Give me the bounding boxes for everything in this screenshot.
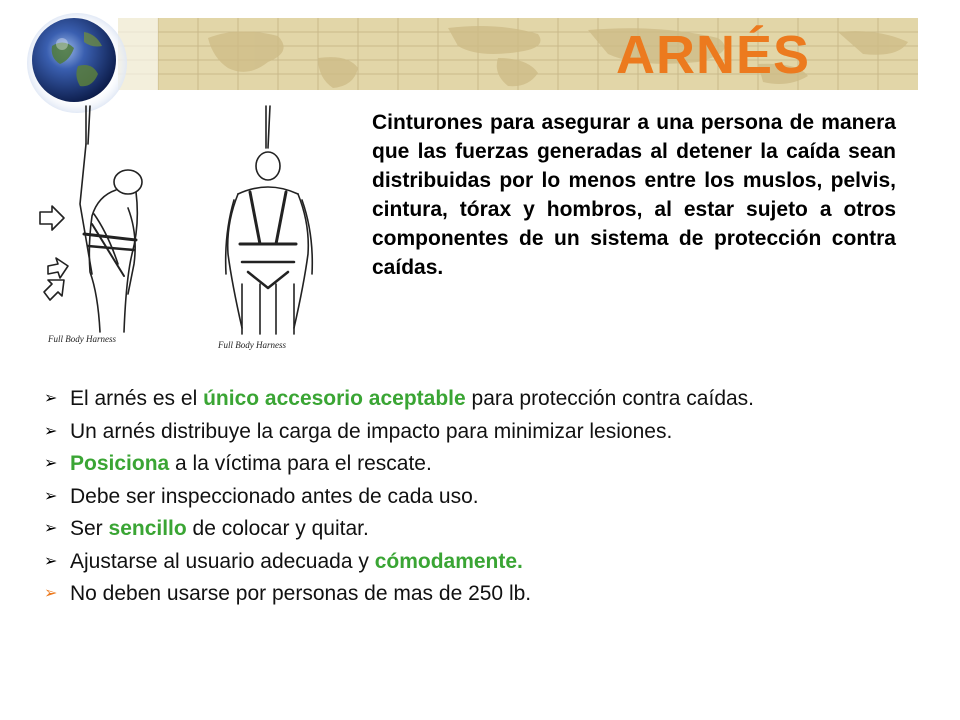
arrowhead-bullet-icon: ➢ [44,487,58,505]
bullet-highlight: único accesorio aceptable [203,387,466,410]
bullet-text: Ser [70,517,109,540]
arrowhead-bullet-icon: ➢ [44,422,58,440]
list-item [44,579,754,612]
arrowhead-bullet-icon: ➢ [44,520,58,537]
bullet-text: El arnés es el [70,387,204,410]
page-title: ARNÉS [615,25,810,85]
list-item [44,547,754,580]
list-item [44,482,754,515]
list-item [44,514,754,547]
bullet-text: de colocar y quitar. [186,517,369,540]
bullet-text: Un arnés distribuye la carga de impacto para minimizar lesiones. [70,419,673,443]
bullet-highlight: sencillo [108,517,187,540]
arrowhead-bullet-icon: ➢ [44,552,58,570]
illustration-caption-right: Full Body Harness [218,340,286,350]
arrowhead-bullet-icon: ➢ [44,585,58,602]
arrowhead-bullet-icon: ➢ [44,455,58,472]
bullet-text: a la víctima para el rescate. [169,452,432,475]
globe-icon [22,8,132,118]
bullet-text: Debe ser inspeccionado antes de cada uso. [70,484,479,508]
harness-illustration [28,104,328,356]
bullet-highlight: Posiciona [70,452,170,475]
description-text: Cinturones para asegurar a una persona de manera que las fuerzas generadas al detener la caída sean distribuidas por lo menos entre los muslos, pelvis, cintura, tórax y hombros, al estar sujeto a otros componentes de un sistema de protección contra caídas. [372,111,896,279]
bullet-list [44,384,754,612]
bullet-text: Ajustarse al usuario adecuada y [70,549,375,573]
arrowhead-bullet-icon: ➢ [44,390,58,407]
bullet-text: para protección contra caídas. [465,387,755,410]
list-item [44,449,754,482]
list-item [44,384,754,417]
bullet-highlight: cómodamente. [374,549,523,573]
list-item [44,417,754,450]
description-block [372,108,896,282]
illustration-caption-left: Full Body Harness [48,334,116,344]
bullet-text: No deben usarse por personas de mas de 250 lb. [70,582,532,605]
